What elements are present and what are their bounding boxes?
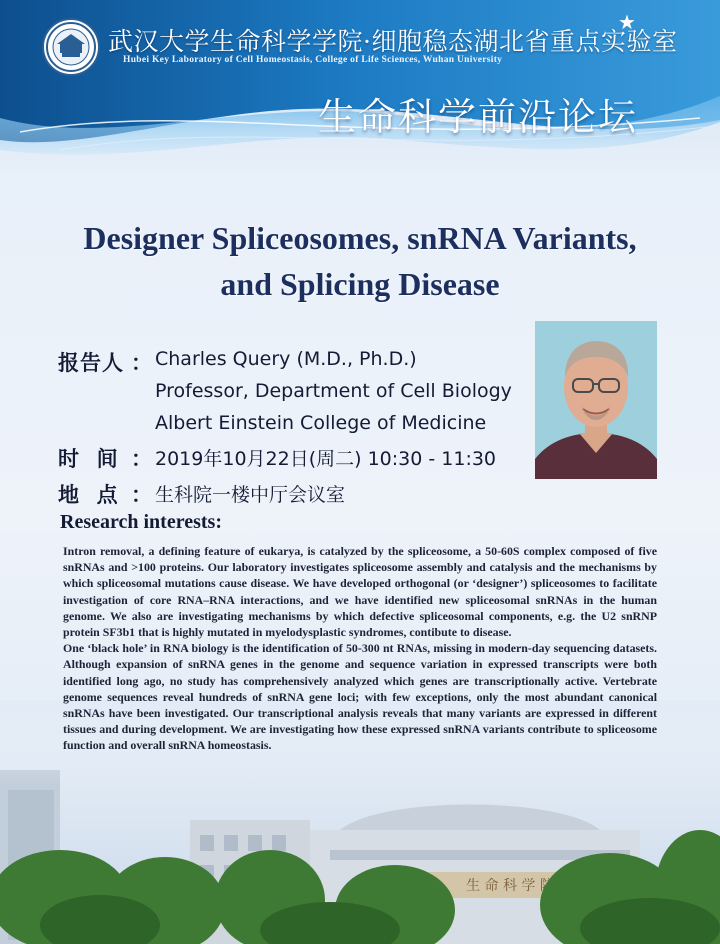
university-name-en: Hubei Key Laboratory of Cell Homeostasis, College of Life Sciences, Wuhan University — [123, 55, 503, 65]
talk-title-line-1: Designer Spliceosomes, snRNA Variants, — [83, 220, 637, 256]
forum-title: 生命科学前沿论坛 — [318, 95, 639, 139]
speaker-colon: ： — [131, 351, 152, 375]
speaker-photo — [535, 321, 657, 479]
university-name-cn: 武汉大学生命科学学院·细胞稳态湖北省重点实验室 — [108, 27, 678, 56]
time-label: 时 间 — [58, 447, 119, 471]
location-label: 地 点 — [58, 483, 119, 507]
university-emblem-icon — [42, 18, 100, 76]
talk-title-line-2: and Splicing Disease — [220, 266, 500, 302]
speaker-name: Charles Query (M.D., Ph.D.) — [155, 348, 417, 370]
location-colon: ： — [131, 483, 152, 507]
header-banner — [0, 0, 720, 170]
star-icon: ★ — [618, 10, 636, 34]
research-heading: Research interests: — [60, 511, 222, 533]
research-paragraph-2: One ‘black hole’ in RNA biology is the identification of 50-300 nt RNAs, missing in modern-day sequencing datasets. Although expansion of snRNA genes in the genome and sequence variation in expressed transcripts were both identified long ago, no study has comprehensively analyzed which genes are transcriptionally active. Vertebrate genome sequences reveal hundreds of snRNA gene loci; with few exceptions, only the most abundant canonical snRNAs have been investigated. Our transcriptional analysis reveals that many variants are expressed in different tissues and during development. We are investigating how these expressed snRNA variants contribute to spliceosome function and overall snRNA homeostasis. — [63, 641, 657, 753]
speaker-position: Professor, Department of Cell Biology — [155, 380, 512, 402]
location-value: 生科院一楼中厅会议室 — [155, 484, 346, 506]
time-colon: ： — [131, 447, 152, 471]
time-value: 2019年10月22日(周二) 10:30 - 11:30 — [155, 448, 497, 470]
research-paragraph-1: Intron removal, a defining feature of eukarya, is catalyzed by the spliceosome, a 50-60S complex composed of five snRNAs and >100 proteins. Our laboratory investigates spliceosome assembly and catalysis and the mechanisms by which spliceosomal mutations cause disease. We have developed orthogonal (or ‘designer’) spliceosomes to facilitate investigation of core RNA–RNA interactions, and we have identified new spliceosomal snRNAs in the human genome. We also are investigating mechanisms by which defective spliceosomal components, e.g. the U2 snRNP protein SF3b1 that is highly mutated in myelodysplastic syndromes, contibute to disease. — [63, 544, 657, 640]
speaker-label: 报告人 — [58, 351, 124, 375]
research-body — [63, 543, 657, 754]
speaker-institution: Albert Einstein College of Medicine — [155, 412, 487, 434]
